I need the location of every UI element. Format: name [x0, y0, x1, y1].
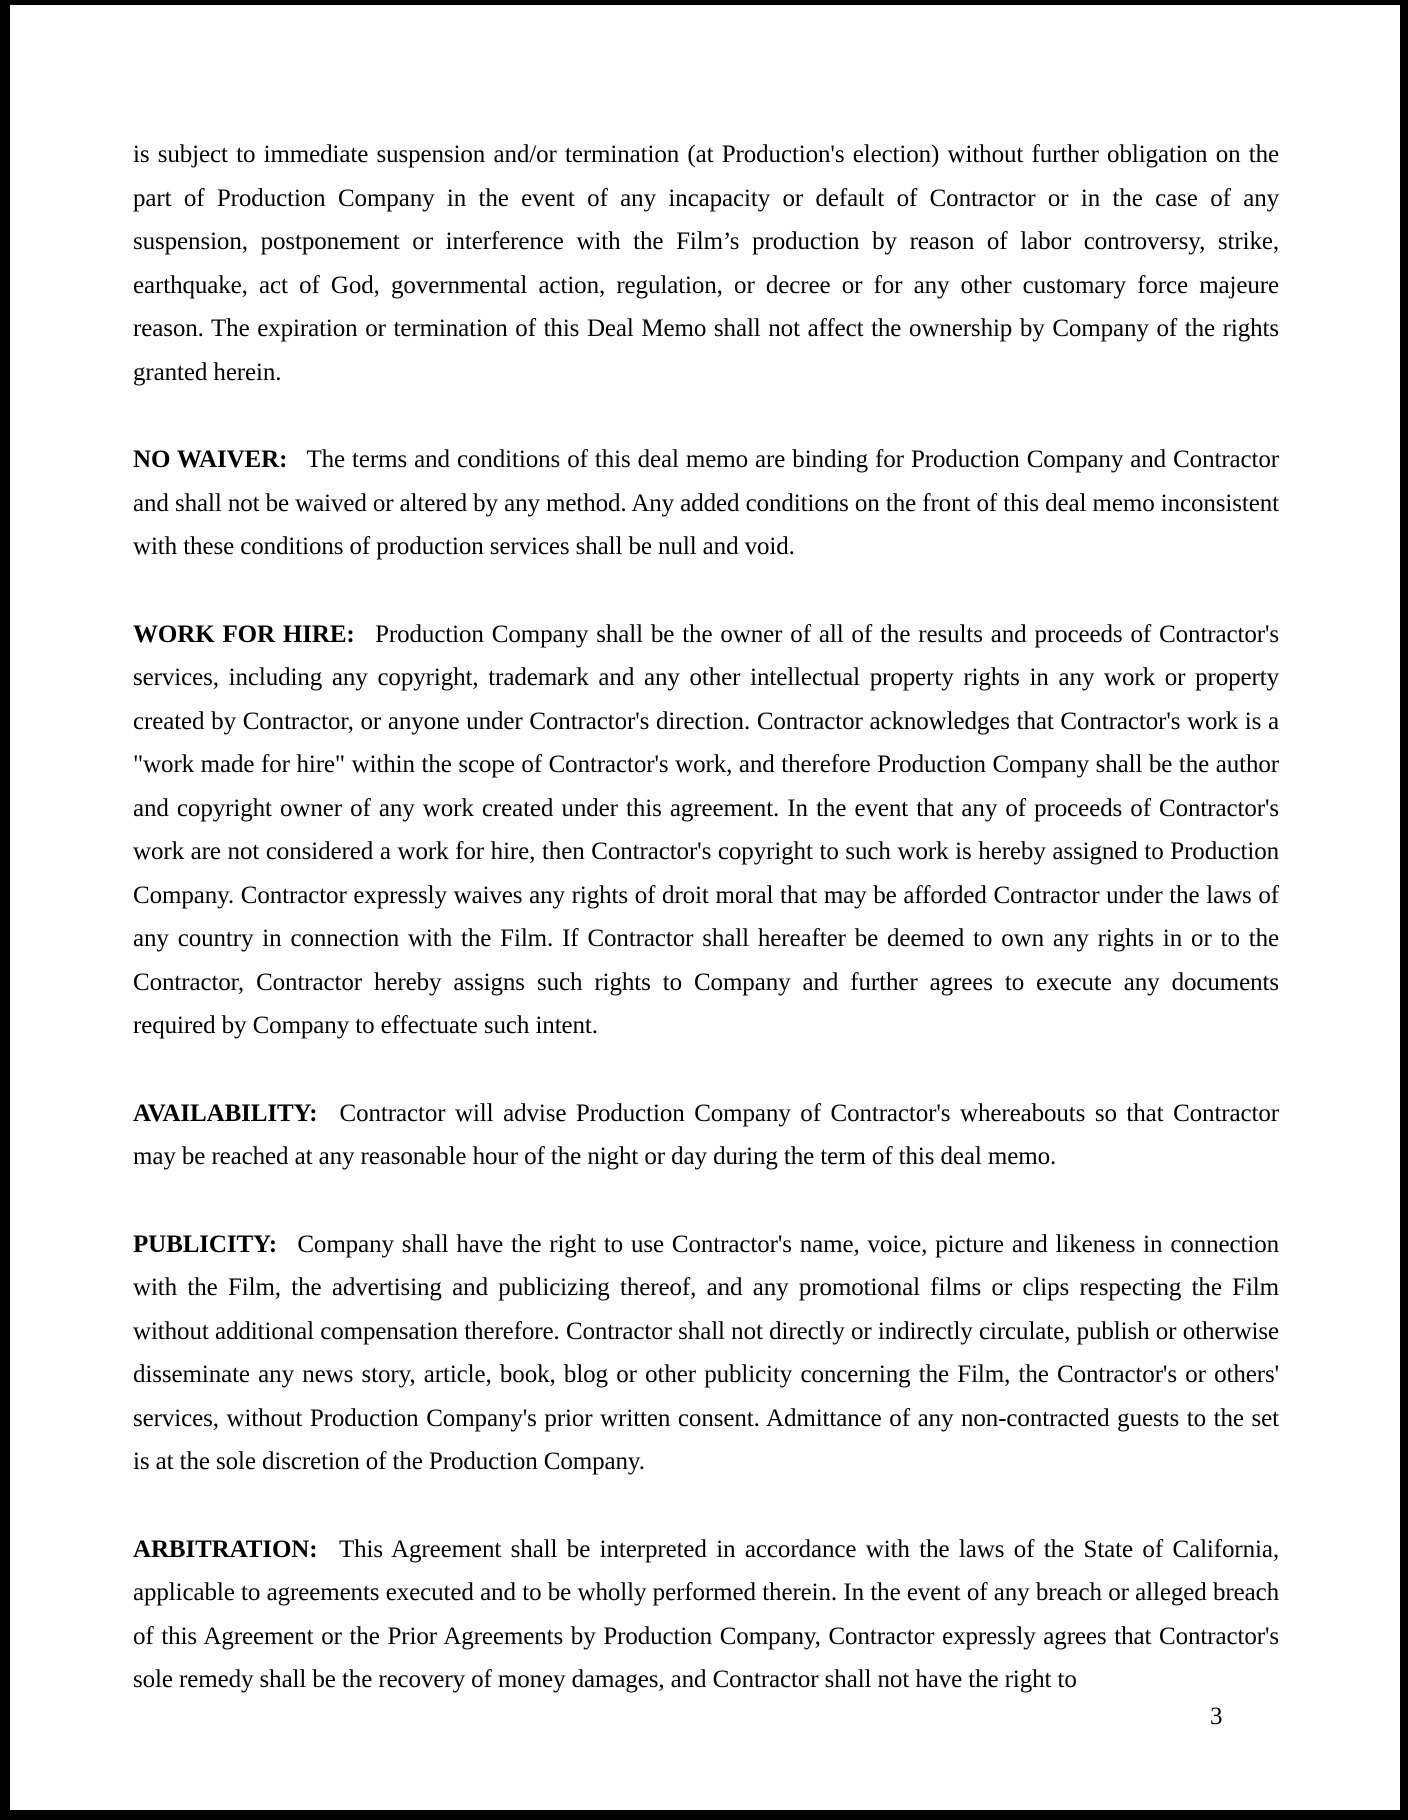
page-number: 3: [1210, 1703, 1223, 1730]
paragraph-text: This Agreement shall be interpreted in accordance with the laws of the State of California, applicable to agreements executed and to be wholly performed therein. In the event of any breach or alleged breach of this Agreement or the Prior Agreements by Production Company, Contractor expressly agrees that Contractor's sole remedy shall be the recovery of money damages, and Contractor shall not have the right to: [133, 1535, 1279, 1693]
section-label-no-waiver: NO WAIVER:: [133, 446, 288, 473]
section-label-work-for-hire: WORK FOR HIRE:: [133, 620, 355, 648]
paragraph-no-waiver: [133, 438, 1279, 569]
section-label-publicity: PUBLICITY:: [133, 1230, 277, 1258]
paragraph-text: The terms and conditions of this deal memo are binding for Production Company and Contractor and shall not be waived or altered by any method. Any added conditions on the front of this deal memo inconsistent with these conditions of production services shall be null and void.: [133, 446, 1280, 560]
paragraph-arbitration: [133, 1528, 1279, 1702]
paragraph-work-for-hire: [133, 613, 1279, 1048]
paragraph-termination-continuation: [133, 133, 1279, 394]
section-label-availability: AVAILABILITY:: [133, 1099, 318, 1127]
paragraph-availability: [133, 1092, 1279, 1179]
paragraph-text: Production Company shall be the owner of all of the results and proceeds of Contractor's services, including any copyright, trademark and any other intellectual property rights in any work or property created by Contractor, or anyone under Contractor's direction. Contractor acknowledges that Contractor's work is a "work made for hire" within the scope of Contractor's work, and therefore Production Company shall be the author and copyright owner of any work created under this agreement. In the event that any of proceeds of Contractor's work are not considered a work for hire, then Contractor's copyright to such work is hereby assigned to Production Company. Contractor expressly waives any rights of droit moral that may be afforded Contractor under the laws of any country in connection with the Film. If Contractor shall hereafter be deemed to own any rights in or to the Contractor, Contractor hereby assigns such rights to Company and further agrees to execute any documents required by Company to effectuate such intent.: [133, 620, 1280, 1039]
paragraph-text: Company shall have the right to use Contractor's name, voice, picture and likeness in connection with the Film, the advertising and publicizing thereof, and any promotional films or clips respecting the Film without additional compensation therefore. Contractor shall not directly or indirectly circulate, publish or otherwise disseminate any news story, article, book, blog or other publicity concerning the Film, the Contractor's or others' services, without Production Company's prior written consent. Admittance of any non-contracted guests to the set is at the sole discretion of the Production Company.: [133, 1230, 1279, 1475]
paragraph-text: is subject to immediate suspension and/or termination (at Production's election) without further obligation on the part of Production Company in the event of any incapacity or default of Contractor or in the case of any suspension, postponement or interference with the Film’s production by reason of labor controversy, strike, earthquake, act of God, governmental action, regulation, or decree or for any other customary force majeure reason. The expiration or termination of this Deal Memo shall not affect the ownership by Company of the rights granted herein.: [133, 141, 1279, 386]
paragraph-publicity: [133, 1223, 1279, 1484]
page-content: [133, 133, 1279, 1746]
section-label-arbitration: ARBITRATION:: [133, 1535, 318, 1563]
paragraph-text: Contractor will advise Production Company of Contractor's whereabouts so that Contractor may be reached at any reasonable hour of the night or day during the term of this deal memo.: [133, 1099, 1279, 1170]
